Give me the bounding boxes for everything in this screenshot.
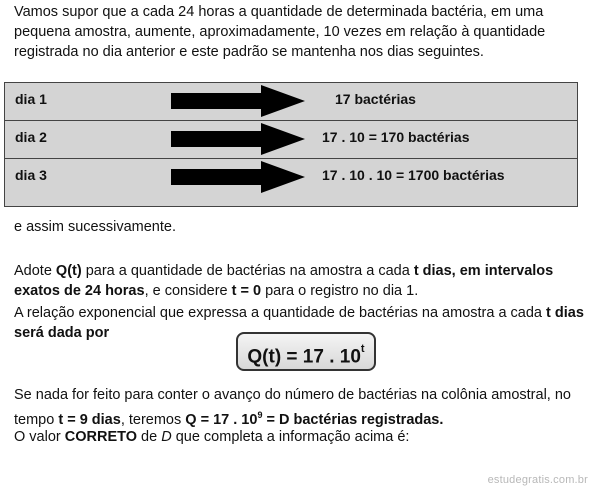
table-row — [5, 159, 577, 206]
day-value: 17 . 10 = 170 bactérias — [322, 129, 470, 145]
adopt-paragraph: Adote Q(t) para a quantidade de bactérias na amostra a cada t dias, em intervalos exatos de 24 horas, e considere t = 0 para o registro no dia 1. — [14, 263, 554, 299]
day-value: 17 . 10 . 10 = 1700 bactérias — [322, 167, 505, 183]
table-row — [5, 121, 577, 159]
day-value: 17 bactérias — [335, 91, 416, 107]
question-text: O valor CORRETO de D que completa a informação acima é: — [14, 429, 410, 445]
table-row — [5, 83, 577, 121]
bacteria-table — [4, 82, 578, 207]
relation-paragraph: A relação exponencial que expressa a quantidade de bactérias na amostra a cada t dias será dada por — [14, 305, 584, 341]
day-label: dia 2 — [15, 129, 47, 145]
right-arrow-icon — [171, 122, 307, 156]
right-arrow-icon — [171, 84, 307, 118]
intro-paragraph: Vamos supor que a cada 24 horas a quantidade de determinada bactéria, em uma pequena amostra, aumente, aproximadamente, 10 vezes em relação à quantidade registrada no dia anterior e este padrão se mantenha nos dias seguintes. — [14, 4, 546, 60]
after-table-text: e assim sucessivamente. — [14, 219, 176, 235]
right-arrow-icon — [171, 160, 307, 194]
formula-box: Q(t) = 17 . 10$^t$ — [236, 332, 376, 371]
conclusion-paragraph: Se nada for feito para conter o avanço do número de bactérias na colônia amostral, no tempo t = 9 dias, teremos Q = 17 . $10^9 = D$ bactérias registradas. — [14, 387, 571, 428]
day-label: dia 1 — [15, 91, 47, 107]
day-label: dia 3 — [15, 167, 47, 183]
watermark: estudegratis.com.br — [487, 474, 588, 486]
